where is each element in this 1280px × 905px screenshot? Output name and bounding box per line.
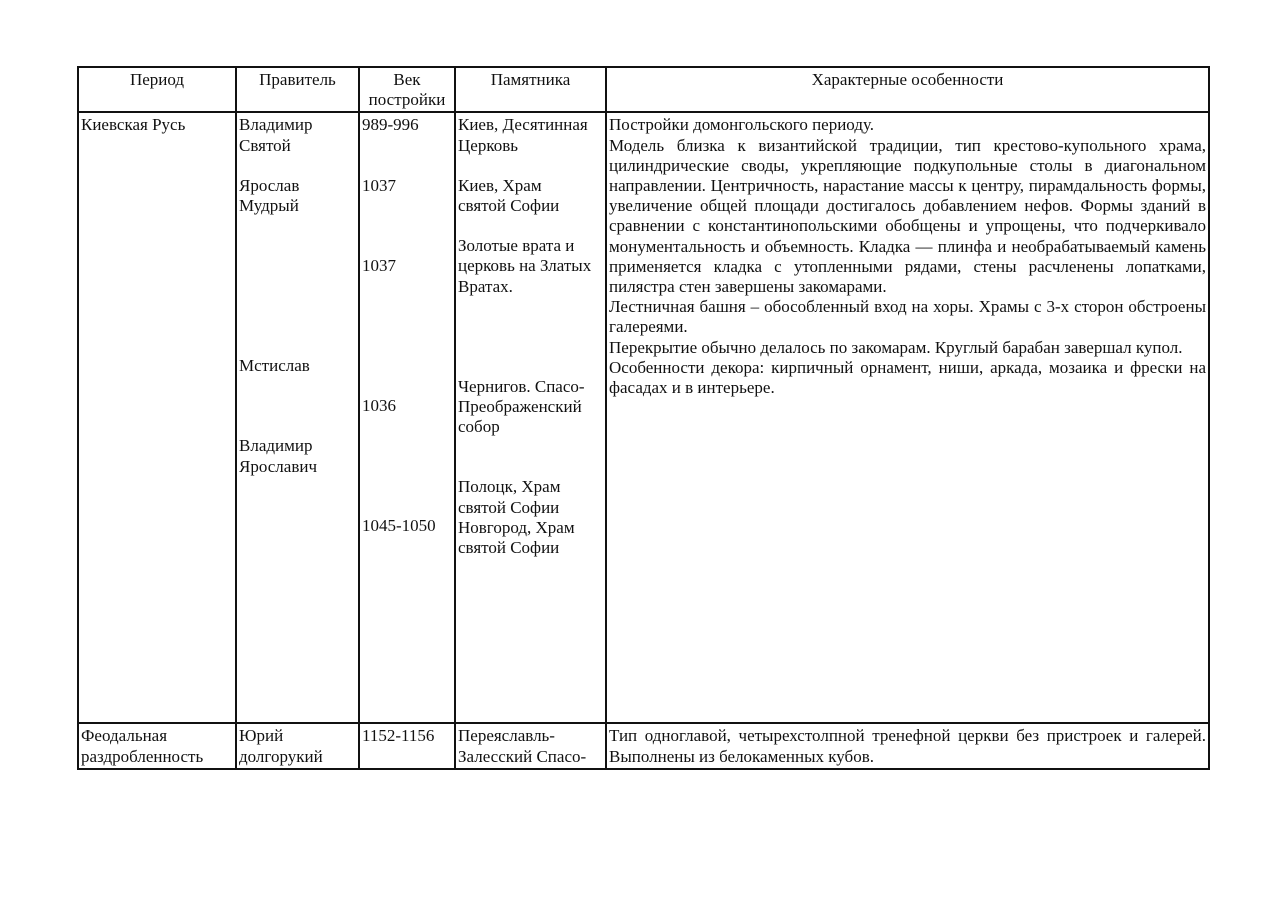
monument-golden-gate-3: Вратах. (458, 276, 513, 296)
ruler-vladimir-yaroslavich-1: Владимир (239, 436, 313, 456)
period-feudal-2: раздробленность (81, 746, 204, 766)
feature-paragraph-1: Постройки домонгольского периоду. (609, 115, 875, 135)
cell-period-feudal (78, 723, 236, 768)
ruler-vladimir-2: Святой (239, 135, 291, 155)
monument-desyatinnaya-2: Церковь (458, 135, 518, 155)
header-ruler: Правитель (236, 67, 359, 112)
monument-desyatinnaya-1: Киев, Десятинная (458, 115, 588, 135)
cell-rulers (236, 112, 359, 723)
monument-chernigov-2: Преображенский (458, 397, 582, 417)
feature-paragraph-5: Особенности декора: кирпичный орнамент, ниши, аркада, мозаика и фрески на фасадах и в интерьере. (609, 357, 1206, 398)
ruler-yuri-1: Юрий (239, 726, 284, 746)
year-1037-a: 1037 (362, 175, 396, 195)
monument-polotsk-1: Полоцк, Храм (458, 477, 561, 497)
header-row (78, 67, 1209, 112)
cell-years (359, 112, 455, 723)
feature-paragraph-4: Перекрытие обычно делалось по закомарам. Круглый барабан завершал купол. (609, 337, 1183, 357)
cell-features-feudal: Тип одноглавой, четырехстолпной тренефной церкви без пристроек и галерей. Выполнены из белокаменных кубов. (606, 723, 1209, 768)
header-century (359, 67, 455, 112)
monument-chernigov-3: собор (458, 417, 500, 437)
ruler-yaroslav-1: Ярослав (239, 175, 300, 195)
feature-paragraph-2: Модель близка к византийской традиции, тип крестово-купольного храма, цилиндрические своды, укрепляющие подкупольные столы в диагональном направлении. Центричность, нарастание массы к центру, пирамдальность формы, увеличение общей площади достигалось добавлением нефов. Формы зданий в сравнении с константинопольскими обобщены и упрощены, что подчеркивало монументальность и объемность. Кладка — плинфа и необрабатываемый камень применяется кладка с утопленными рядами, стены расчленены лопатками, пилястра стен завершены закомарами. (609, 135, 1206, 297)
monument-sofia-kiev-1: Киев, Храм (458, 175, 542, 195)
monument-pereslavl-1: Переяславль- (458, 726, 555, 746)
year-1036: 1036 (362, 396, 396, 416)
period-feudal-1: Феодальная (81, 726, 168, 746)
year-989-996: 989-996 (362, 115, 419, 135)
monument-polotsk-2: святой Софии (458, 497, 560, 517)
monument-novgorod-2: святой Софии (458, 538, 560, 558)
cell-year-feudal: 1152-1156 (359, 723, 455, 768)
cell-monument-feudal (455, 723, 606, 768)
monument-golden-gate-2: церковь на Златых (458, 256, 592, 276)
year-1045-1050: 1045-1050 (362, 516, 436, 536)
monument-pereslavl-2: Залесский Спасо- (458, 746, 587, 766)
ruler-vladimir-1: Владимир (239, 115, 313, 135)
header-century-line2: постройки (368, 90, 446, 110)
cell-features (606, 112, 1209, 723)
table-row-feudal (78, 723, 1209, 768)
architecture-table (77, 66, 1210, 770)
feature-paragraph-3: Лестничная башня – обособленный вход на хоры. Храмы с 3-х сторон обстроены галереями. (609, 297, 1206, 337)
year-1037-b: 1037 (362, 255, 396, 275)
header-century-line1: Век (393, 70, 421, 89)
ruler-yuri-2: долгорукий (239, 746, 323, 766)
monument-sofia-kiev-2: святой Софии (458, 196, 560, 216)
cell-period: Киевская Русь (78, 112, 236, 723)
monument-golden-gate-1: Золотые врата и (458, 236, 575, 256)
ruler-yaroslav-2: Мудрый (239, 196, 299, 216)
header-monument: Памятника (455, 67, 606, 112)
header-features: Характерные особенности (606, 67, 1209, 112)
monument-novgorod-1: Новгород, Храм (458, 517, 575, 537)
header-period: Период (78, 67, 236, 112)
table-row-kievan-rus (78, 112, 1209, 723)
monument-chernigov-1: Чернигов. Спасо- (458, 376, 585, 396)
ruler-vladimir-yaroslavich-2: Ярославич (239, 456, 318, 476)
cell-monuments (455, 112, 606, 723)
cell-ruler-feudal (236, 723, 359, 768)
ruler-mstislav: Мстислав (239, 356, 310, 376)
